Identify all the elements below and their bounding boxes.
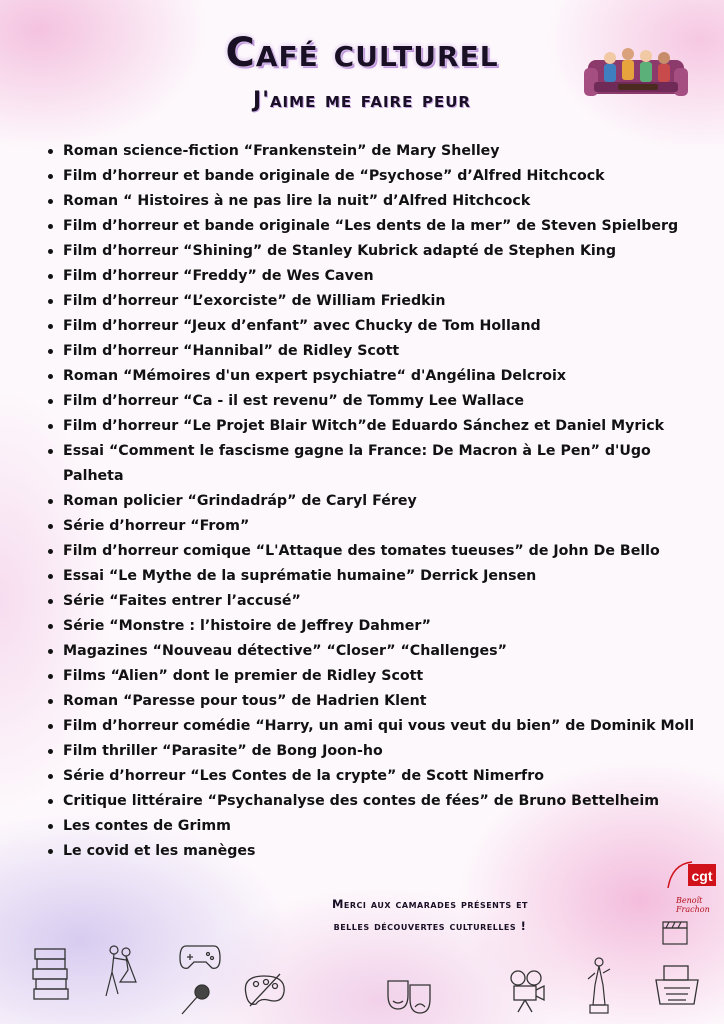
page-subtitle: J'aime me faire peur: [253, 88, 471, 113]
list-item: Films “Alien” dont le premier de Ridley Scott: [48, 664, 698, 689]
list-item: Roman policier “Grindadráp” de Caryl Férey: [48, 489, 698, 514]
list-item: Roman “Mémoires d'un expert psychiatre“ d'Angélina Delcroix: [48, 364, 698, 389]
clapperboard-icon: [660, 918, 690, 948]
list-item: Film d’horreur comique “L'Attaque des tomates tueuses” de John De Bello: [48, 539, 698, 564]
list-item: Film d’horreur comédie “Harry, un ami qui vous veut du bien” de Dominik Moll: [48, 714, 698, 739]
list-item: Série d’horreur “Les Contes de la crypte” de Scott Nimerfro: [48, 764, 698, 789]
list-item: Les contes de Grimm: [48, 814, 698, 839]
film-camera-icon: [506, 968, 546, 1014]
list-item: Film d’horreur “Ca - il est revenu” de Tommy Lee Wallace: [48, 389, 698, 414]
thanks-line-1: Merci aux camarades présents et: [331, 897, 529, 911]
list-item: Film d’horreur et bande originale “Les dents de la mer” de Steven Spielberg: [48, 214, 698, 239]
list-item: Série d’horreur “From”: [48, 514, 698, 539]
list-item: Film d’horreur “Hannibal” de Ridley Scott: [48, 339, 698, 364]
list-item: Film d’horreur “Freddy” de Wes Caven: [48, 264, 698, 289]
list-item: Roman “ Histoires à ne pas lire la nuit” d’Alfred Hitchcock: [48, 189, 698, 214]
list-item: Roman “Paresse pour tous” de Hadrien Klent: [48, 689, 698, 714]
list-item: Film d’horreur “L’exorciste” de William Friedkin: [48, 289, 698, 314]
book-stack-icon: [30, 945, 72, 1005]
logo-signature: Benoît Frachon: [676, 896, 710, 914]
thanks-line-2: belles découvertes culturelles !: [333, 919, 527, 933]
list-item: Film d’horreur “Shining” de Stanley Kubrick adapté de Stephen King: [48, 239, 698, 264]
list-item: Série “Faites entrer l’accusé”: [48, 589, 698, 614]
list-item: Série “Monstre : l’histoire de Jeffrey Dahmer”: [48, 614, 698, 639]
typewriter-icon: [652, 964, 702, 1008]
list-item: Le covid et les manèges: [48, 839, 698, 864]
list-item: Essai “Comment le fascisme gagne la France: De Macron à Le Pen” d'Ugo Palheta: [48, 439, 698, 489]
recommendations-list: [48, 139, 698, 864]
list-item: Film d’horreur “Jeux d’enfant” avec Chucky de Tom Holland: [48, 314, 698, 339]
list-item: Film d’horreur et bande originale de “Psychose” d’Alfred Hitchcock: [48, 164, 698, 189]
list-item: Magazines “Nouveau détective” “Closer” “Challenges”: [48, 639, 698, 664]
list-item: Roman science-fiction “Frankenstein” de Mary Shelley: [48, 139, 698, 164]
list-item: Film d’horreur “Le Projet Blair Witch”de Eduardo Sánchez et Daniel Myrick: [48, 414, 698, 439]
gamepad-icon: [178, 938, 222, 972]
page-title: Café culturel: [225, 30, 499, 76]
dancers-icon: [100, 942, 140, 1000]
list-item: Essai “Le Mythe de la suprématie humaine” Derrick Jensen: [48, 564, 698, 589]
statue-icon: [584, 955, 614, 1015]
theatre-masks-icon: [384, 975, 434, 1015]
list-item: Film thriller “Parasite” de Bong Joon-ho: [48, 739, 698, 764]
microphone-icon: [178, 982, 212, 1018]
people-on-sofa-illustration: [584, 42, 688, 104]
list-item: Critique littéraire “Psychanalyse des contes de fées” de Bruno Bettelheim: [48, 789, 698, 814]
cgt-logo-text: cgt: [691, 868, 713, 884]
thanks-message: [300, 893, 560, 937]
paint-palette-icon: [240, 970, 290, 1010]
